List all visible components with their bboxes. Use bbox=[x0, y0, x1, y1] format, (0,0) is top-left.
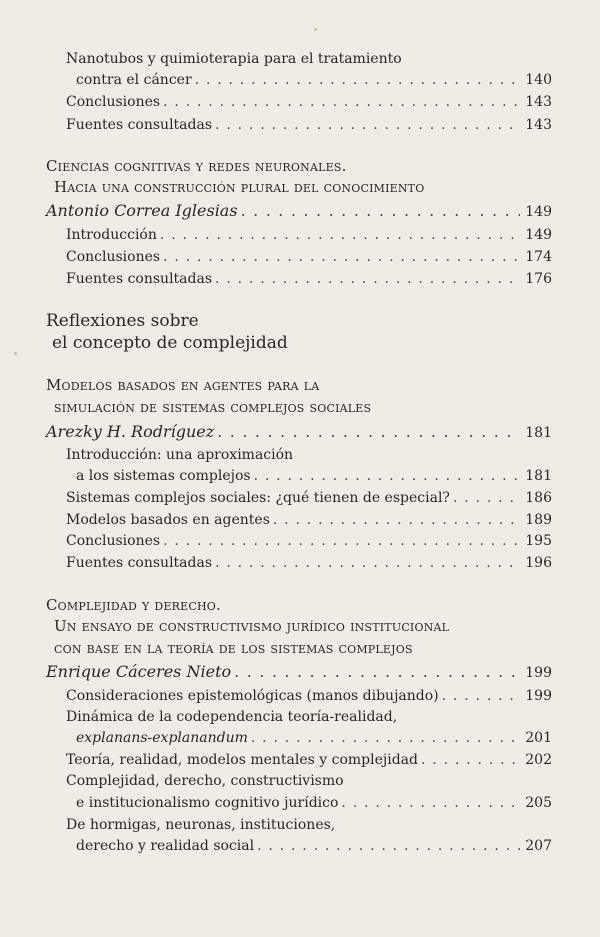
toc-entry-label: e institucionalismo cognitivo jurídico bbox=[76, 795, 339, 811]
leader-dots bbox=[273, 509, 520, 531]
chapter-title: Modelos basados en agentes para la bbox=[46, 376, 320, 394]
chapter-author: Enrique Cáceres Nieto bbox=[46, 662, 232, 681]
toc-entry[interactable] bbox=[0, 268, 600, 290]
chapter-title: Ciencias cognitivas y redes neuronales. bbox=[46, 157, 347, 175]
chapter-author: Antonio Correa Iglesias bbox=[46, 201, 238, 220]
page-number: 205 bbox=[525, 795, 552, 811]
leader-dots bbox=[160, 224, 520, 246]
page-number: 176 bbox=[525, 271, 552, 287]
leader-dots bbox=[421, 749, 520, 771]
toc-entry[interactable] bbox=[0, 91, 600, 113]
chapter-author-entry[interactable] bbox=[0, 661, 600, 683]
page-number: 149 bbox=[525, 204, 552, 220]
leader-dots bbox=[163, 530, 520, 552]
toc-entry-text: Nanotubos y quimioterapia para el tratamiento bbox=[66, 51, 402, 67]
page-number: 196 bbox=[525, 555, 552, 571]
page-number: 181 bbox=[525, 468, 552, 484]
toc-entry-label: a los sistemas complejos bbox=[76, 468, 251, 484]
toc-entry-text: Dinámica de la codependencia teoría-realidad, bbox=[66, 709, 398, 725]
page-number: 201 bbox=[525, 730, 552, 746]
toc-entry[interactable] bbox=[0, 727, 600, 749]
toc-entry[interactable] bbox=[0, 114, 600, 136]
chapter-author-entry[interactable] bbox=[0, 200, 600, 222]
page-number: 189 bbox=[525, 512, 552, 528]
page-number: 181 bbox=[525, 425, 552, 441]
leader-dots bbox=[163, 246, 520, 268]
toc-entry[interactable] bbox=[0, 224, 600, 246]
leader-dots bbox=[215, 552, 520, 574]
leader-dots bbox=[234, 661, 520, 683]
leader-dots bbox=[254, 465, 521, 487]
leader-dots bbox=[341, 792, 520, 814]
chapter-title: Complejidad y derecho. bbox=[46, 596, 221, 614]
toc-entry[interactable] bbox=[0, 487, 600, 509]
leader-dots bbox=[251, 727, 520, 749]
page-number: 186 bbox=[525, 490, 552, 506]
leader-dots bbox=[215, 268, 520, 290]
toc-entry-label: Fuentes consultadas bbox=[66, 555, 213, 571]
toc-entry[interactable] bbox=[0, 552, 600, 574]
toc-entry[interactable] bbox=[0, 465, 600, 487]
toc-entry-label: Teoría, realidad, modelos mentales y complejidad bbox=[66, 752, 418, 768]
toc-entry-label: derecho y realidad social bbox=[76, 838, 255, 854]
section-heading: el concepto de complejidad bbox=[52, 333, 288, 353]
toc-entry-label: Conclusiones bbox=[66, 94, 161, 110]
toc-entry-label: explanans-explanandum bbox=[76, 730, 248, 746]
toc-entry[interactable] bbox=[0, 530, 600, 552]
leader-dots bbox=[163, 91, 520, 113]
toc-entry[interactable] bbox=[0, 749, 600, 771]
leader-dots bbox=[241, 200, 521, 222]
leader-dots bbox=[217, 421, 520, 443]
chapter-author-entry[interactable] bbox=[0, 421, 600, 443]
page-number: 174 bbox=[525, 249, 552, 265]
toc-entry[interactable] bbox=[0, 246, 600, 268]
toc-entry-label: Conclusiones bbox=[66, 249, 161, 265]
chapter-title: simulación de sistemas complejos sociales bbox=[54, 398, 372, 416]
toc-entry[interactable] bbox=[0, 835, 600, 857]
toc-entry[interactable] bbox=[0, 69, 600, 91]
page-number: 143 bbox=[525, 94, 552, 110]
toc-entry-label: Fuentes consultadas bbox=[66, 271, 213, 287]
toc-entry-text: Complejidad, derecho, constructivismo bbox=[66, 773, 344, 789]
page-number: 140 bbox=[525, 72, 552, 88]
page-number: 202 bbox=[525, 752, 552, 768]
toc-entry-label: Conclusiones bbox=[66, 533, 161, 549]
toc-entry-text: De hormigas, neuronas, instituciones, bbox=[66, 817, 336, 833]
page-number: 195 bbox=[525, 533, 552, 549]
leader-dots bbox=[453, 487, 520, 509]
toc-entry-label: Modelos basados en agentes bbox=[66, 512, 270, 528]
chapter-title: Un ensayo de constructivismo jurídico institucional bbox=[54, 617, 450, 635]
paper-speck bbox=[314, 28, 317, 31]
leader-dots bbox=[215, 114, 520, 136]
toc-entry[interactable] bbox=[0, 509, 600, 531]
toc-entry[interactable] bbox=[0, 685, 600, 707]
section-heading: Reflexiones sobre bbox=[46, 311, 199, 331]
leader-dots bbox=[257, 835, 520, 857]
leader-dots bbox=[195, 69, 521, 91]
chapter-title: con base en la teoría de los sistemas complejos bbox=[54, 639, 413, 657]
page-number: 207 bbox=[525, 838, 552, 854]
page-number: 149 bbox=[525, 227, 552, 243]
leader-dots bbox=[442, 685, 521, 707]
page-number: 199 bbox=[525, 665, 552, 681]
toc-entry-label: Introducción bbox=[66, 227, 157, 243]
chapter-title: Hacia una construcción plural del conocimiento bbox=[54, 178, 425, 196]
toc-entry[interactable] bbox=[0, 792, 600, 814]
toc-entry-label: contra el cáncer bbox=[76, 72, 192, 88]
toc-entry-text: Introducción: una aproximación bbox=[66, 447, 294, 463]
toc-entry-label: Consideraciones epistemológicas (manos dibujando) bbox=[66, 688, 439, 704]
toc-entry-label: Fuentes consultadas bbox=[66, 117, 213, 133]
page-number: 199 bbox=[525, 688, 552, 704]
chapter-author: Arezky H. Rodríguez bbox=[46, 422, 215, 441]
toc-entry-label: Sistemas complejos sociales: ¿qué tienen de especial? bbox=[66, 490, 450, 506]
page-number: 143 bbox=[525, 117, 552, 133]
